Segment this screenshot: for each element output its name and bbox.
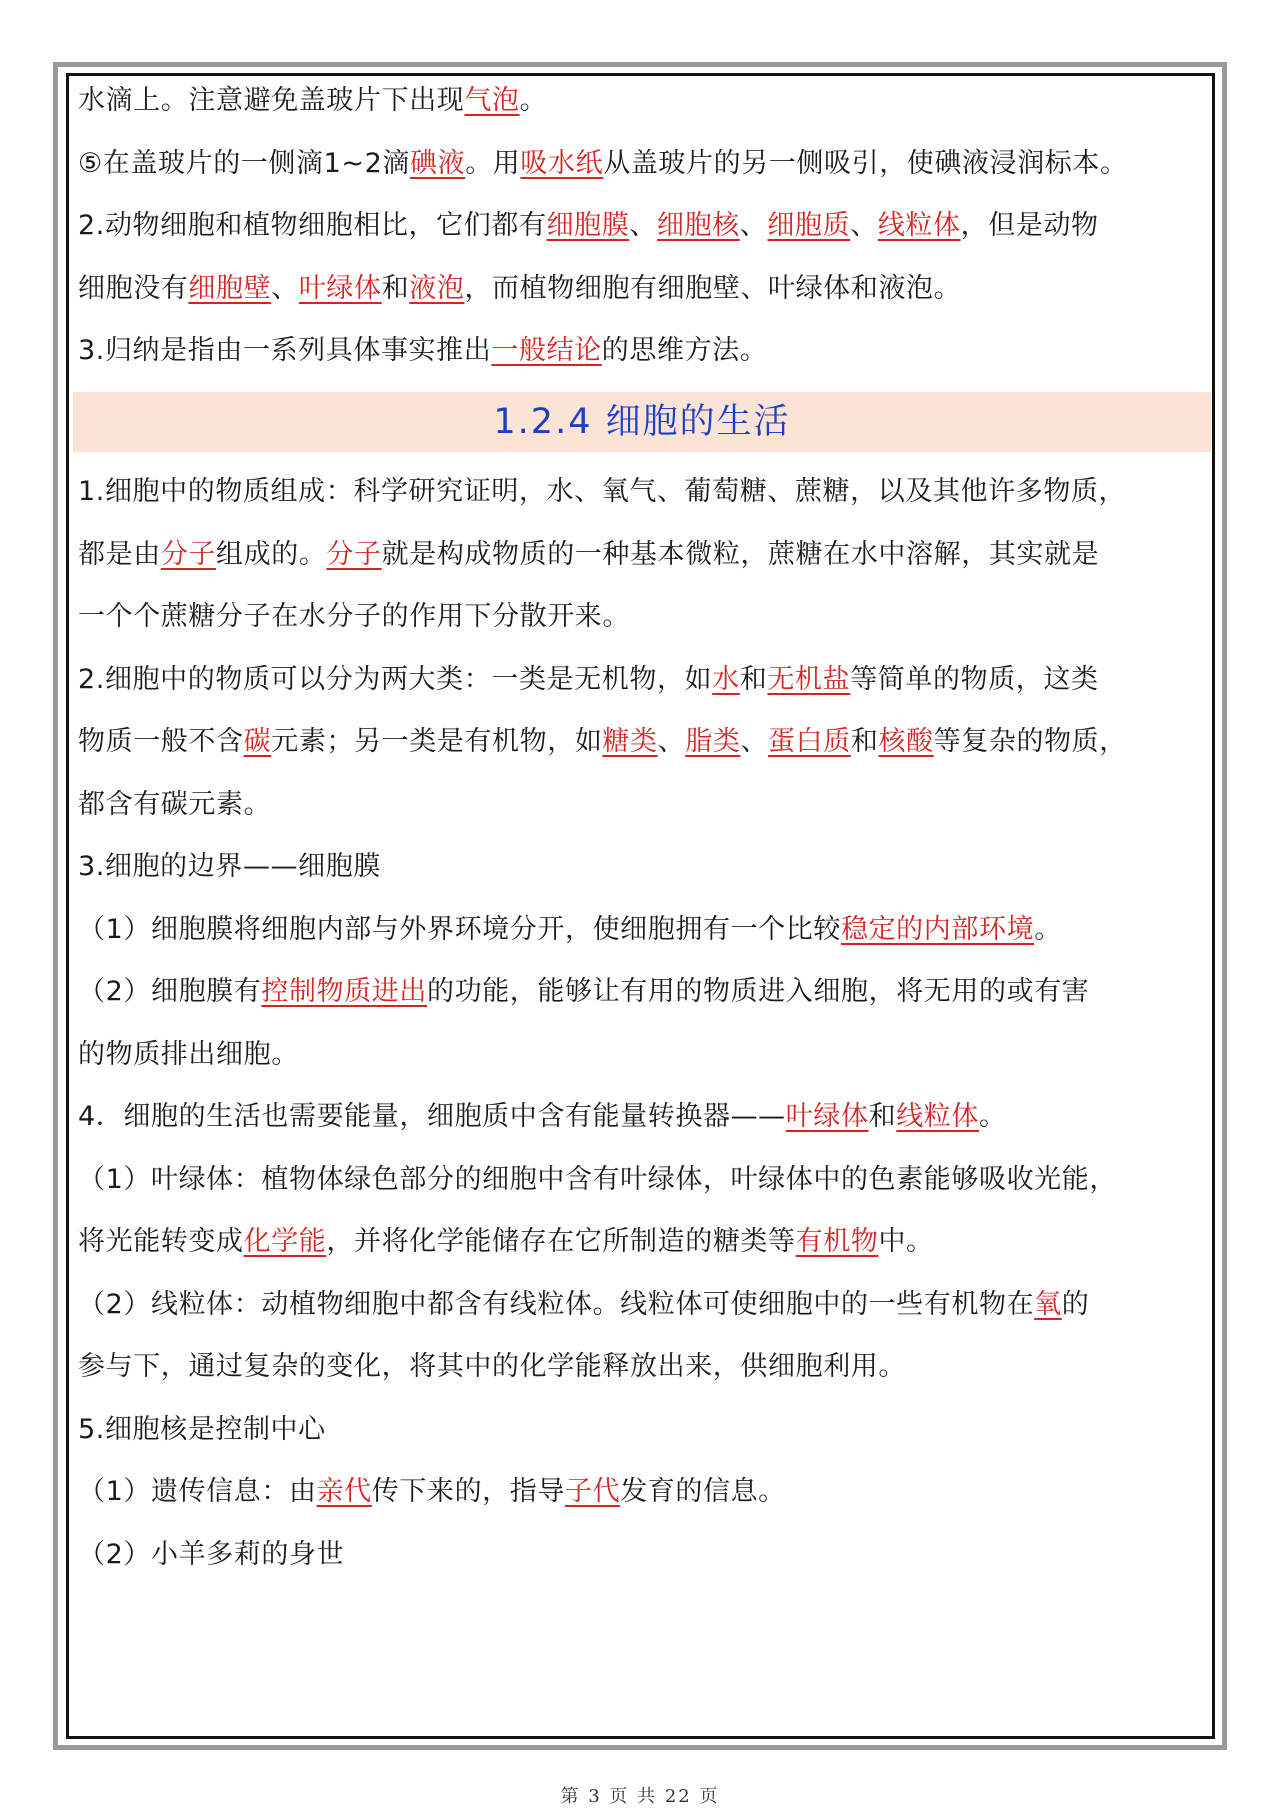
text-line xyxy=(78,711,1213,774)
keyword-answer: 氧 xyxy=(1034,1288,1062,1320)
text-line xyxy=(78,195,1213,258)
section-heading: 1.2.4 细胞的生活 xyxy=(493,402,791,442)
text-run: ，并将化学能储存在它所制造的糖类等 xyxy=(326,1226,796,1257)
text-run: ，但是动物 xyxy=(960,210,1099,241)
text-run: 1.细胞中的物质组成：科学研究证明，水、氧气、葡萄糖、蔗糖，以及其他许多物质， xyxy=(78,476,1127,507)
text-run: 都含有碳元素。 xyxy=(78,788,272,820)
text-line xyxy=(78,649,1213,712)
text-run: 4．细胞的生活也需要能量，细胞质中含有能量转换器—— xyxy=(78,1101,786,1132)
keyword-answer: 碘液 xyxy=(409,147,466,179)
text-run: （2）小羊多莉的身世 xyxy=(78,1538,345,1570)
keyword-answer: 分子 xyxy=(160,538,217,570)
text-run: 参与下，通过复杂的变化，将其中的化学能释放出来，供细胞利用。 xyxy=(78,1351,906,1382)
text-run: 的思维方法。 xyxy=(601,335,768,366)
keyword-answer: 吸水纸 xyxy=(520,147,604,179)
text-run: 等复杂的物质， xyxy=(933,726,1127,757)
keyword-answer: 线粒体 xyxy=(877,210,961,241)
text-line xyxy=(78,1274,1213,1337)
text-line xyxy=(78,1399,1213,1462)
text-run: 3.归纳是指由一系列具体事实推出 xyxy=(78,335,492,366)
text-run: （1）叶绿体：植物体绿色部分的细胞中含有叶绿体，叶绿体中的色素能够吸收光能， xyxy=(78,1163,1117,1195)
text-line xyxy=(78,461,1213,524)
text-run: 2.动物细胞和植物细胞相比，它们都有 xyxy=(78,210,547,241)
text-run: 等简单的物质，这类 xyxy=(850,663,1099,695)
text-line xyxy=(78,1211,1213,1274)
text-run: ⑤在盖玻片的一侧滴1~2滴 xyxy=(78,147,410,179)
keyword-answer: 细胞膜 xyxy=(546,210,630,241)
keyword-answer: 无机盐 xyxy=(767,663,851,695)
text-line xyxy=(78,1336,1213,1399)
keyword-answer: 细胞壁 xyxy=(188,272,272,304)
text-line xyxy=(78,586,1213,649)
text-run: 。 xyxy=(1034,913,1062,945)
text-run: 。用 xyxy=(465,147,521,179)
text-run: 和 xyxy=(739,663,768,695)
text-line xyxy=(78,133,1213,196)
text-line xyxy=(78,1149,1213,1212)
keyword-answer: 气泡 xyxy=(464,85,520,116)
section-heading-band xyxy=(73,392,1211,452)
text-line xyxy=(78,1524,1213,1587)
text-run: 一个个蔗糖分子在水分子的作用下分散开来。 xyxy=(78,601,630,632)
text-run: 、 xyxy=(740,726,769,757)
text-run: 。 xyxy=(519,85,548,116)
text-run: 的物质排出细胞。 xyxy=(78,1038,299,1070)
keyword-answer: 细胞质 xyxy=(767,210,851,241)
text-run: 和 xyxy=(868,1101,897,1132)
text-run: 、 xyxy=(657,726,686,757)
notes-top xyxy=(78,70,1213,383)
keyword-answer: 稳定的内部环境 xyxy=(840,913,1035,945)
text-line xyxy=(78,836,1213,899)
text-run: 传下来的，指导 xyxy=(371,1476,565,1507)
keyword-answer: 亲代 xyxy=(316,1476,372,1507)
text-run: 组成的。 xyxy=(216,538,327,570)
keyword-answer: 控制物质进出 xyxy=(261,976,427,1007)
text-run: 。 xyxy=(979,1101,1007,1132)
text-run: 细胞没有 xyxy=(78,272,189,304)
page-footer: 第 3 页 共 22 页 xyxy=(560,1786,720,1807)
text-run: 3.细胞的边界——细胞膜 xyxy=(78,851,381,882)
text-run: 物质一般不含 xyxy=(78,726,244,757)
keyword-answer: 蛋白质 xyxy=(768,726,851,757)
keyword-answer: 叶绿体 xyxy=(298,272,382,304)
keyword-answer: 子代 xyxy=(564,1476,621,1507)
text-run: 元素；另一类是有机物，如 xyxy=(271,726,603,757)
text-run: （1）遗传信息：由 xyxy=(78,1476,317,1507)
text-line xyxy=(78,524,1213,587)
text-line xyxy=(78,1461,1213,1524)
keyword-answer: 脂类 xyxy=(685,726,741,757)
text-line xyxy=(78,1024,1213,1087)
text-line xyxy=(78,258,1213,321)
text-line xyxy=(78,899,1213,962)
keyword-answer: 糖类 xyxy=(602,726,658,757)
text-run: 5.细胞核是控制中心 xyxy=(78,1413,326,1445)
text-line xyxy=(78,774,1213,837)
keyword-answer: 线粒体 xyxy=(896,1101,980,1132)
text-run: 中。 xyxy=(878,1226,934,1257)
keyword-answer: 水 xyxy=(712,663,740,695)
keyword-answer: 一般结论 xyxy=(491,335,602,366)
notes-bottom xyxy=(78,461,1213,1586)
keyword-answer: 碳 xyxy=(243,726,272,757)
text-run: 和 xyxy=(381,272,410,304)
text-line xyxy=(78,1086,1213,1149)
text-run: 、 xyxy=(739,210,768,241)
text-run: 将光能转变成 xyxy=(78,1226,244,1257)
text-run: 从盖玻片的另一侧吸引，使碘液浸润标本。 xyxy=(603,147,1128,179)
text-run: 、 xyxy=(629,210,657,241)
keyword-answer: 核酸 xyxy=(878,726,934,757)
text-run: ，而植物细胞有细胞壁、叶绿体和液泡。 xyxy=(464,272,962,304)
text-run: （1）细胞膜将细胞内部与外界环境分开，使细胞拥有一个比较 xyxy=(78,913,841,945)
text-run: 水滴上。注意避免盖玻片下出现 xyxy=(78,85,465,116)
text-run: 发育的信息。 xyxy=(620,1476,786,1507)
keyword-answer: 有机物 xyxy=(795,1226,879,1257)
text-run: 的 xyxy=(1061,1288,1090,1320)
keyword-answer: 细胞核 xyxy=(656,210,740,241)
text-run: 的功能，能够让有用的物质进入细胞，将无用的或有害 xyxy=(427,976,1090,1007)
keyword-answer: 分子 xyxy=(326,538,382,570)
keyword-answer: 叶绿体 xyxy=(785,1101,869,1132)
text-run: 、 xyxy=(850,210,878,241)
text-line xyxy=(78,320,1213,383)
text-line xyxy=(78,70,1213,133)
text-run: 和 xyxy=(850,726,879,757)
text-run: 、 xyxy=(271,272,299,304)
text-run: （2）线粒体：动植物细胞中都含有线粒体。线粒体可使细胞中的一些有机物在 xyxy=(78,1288,1035,1320)
text-run: 都是由 xyxy=(78,538,161,570)
text-run: 就是构成物质的一种基本微粒，蔗糖在水中溶解，其实就是 xyxy=(381,538,1100,570)
keyword-answer: 化学能 xyxy=(243,1226,327,1257)
text-run: 2.细胞中的物质可以分为两大类：一类是无机物，如 xyxy=(78,663,713,695)
keyword-answer: 液泡 xyxy=(409,272,465,304)
text-line xyxy=(78,961,1213,1024)
text-run: （2）细胞膜有 xyxy=(78,976,262,1007)
